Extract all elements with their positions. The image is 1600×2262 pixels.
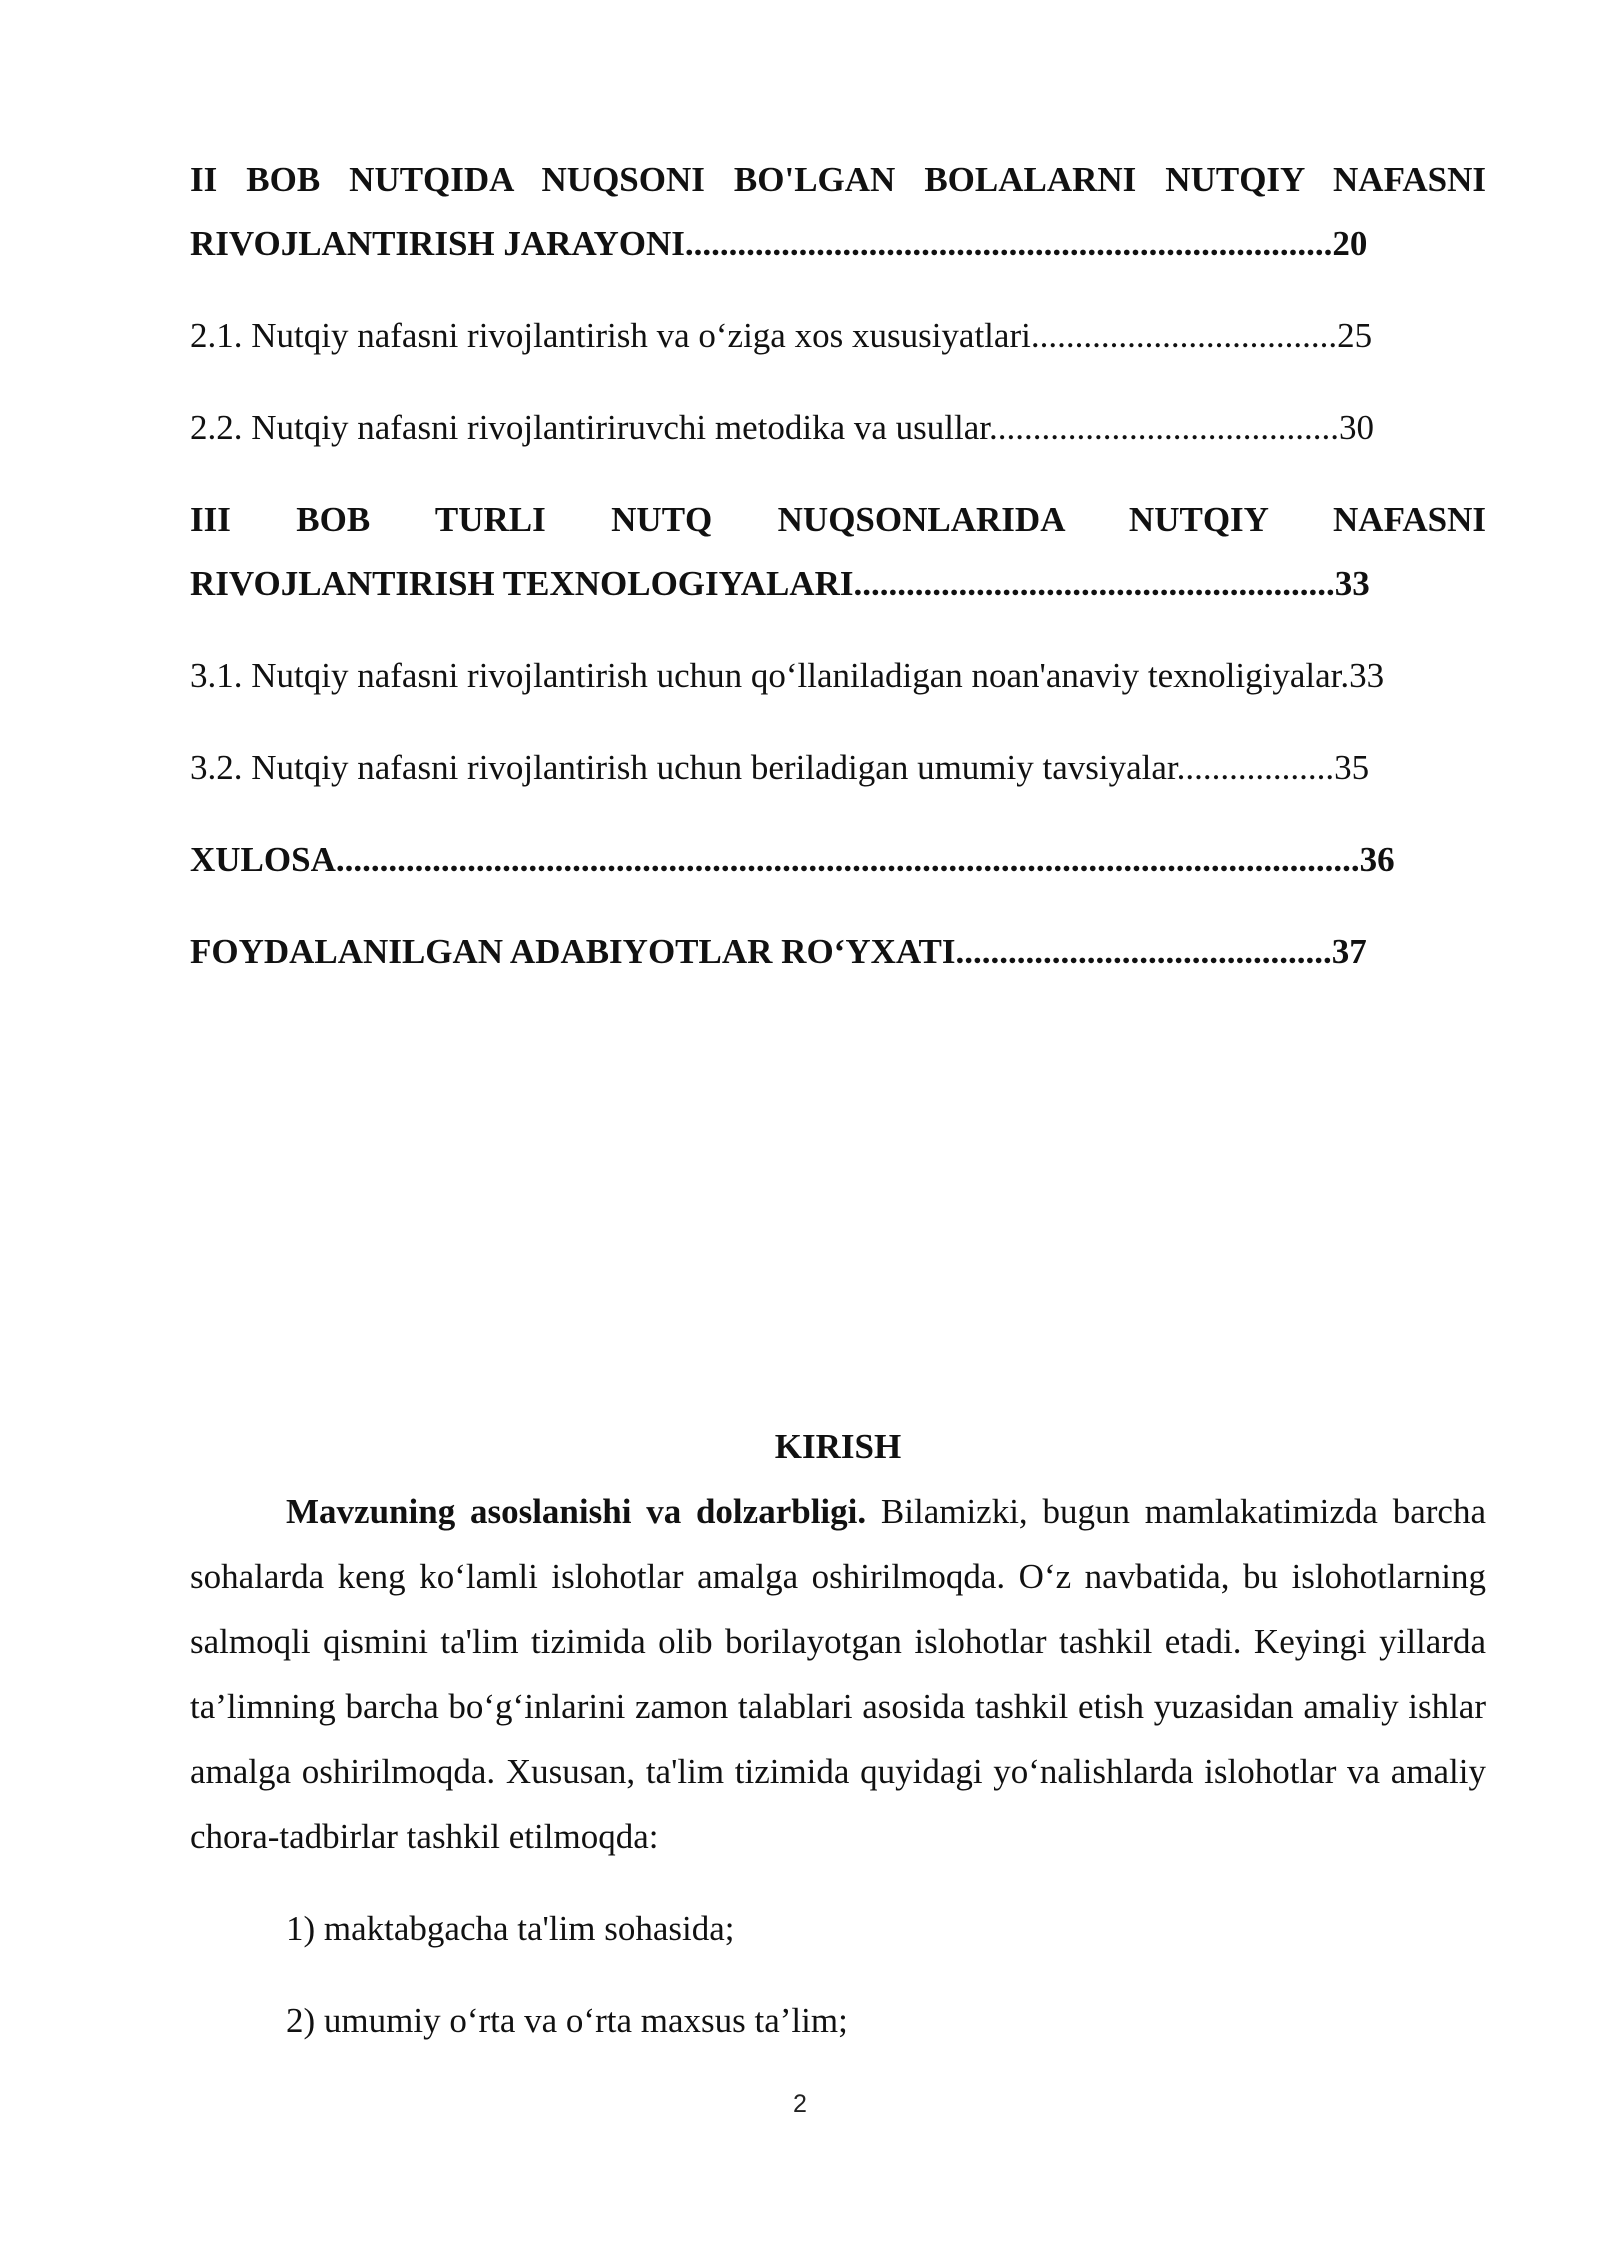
toc-chapter-3-title: III BOB TURLI NUTQ NUQSONLARIDA NUTQIY NAFASNI — [190, 500, 1486, 539]
toc-chapter-3-title-continued: RIVOJLANTIRISH TEXNOLOGIYALARI.......................................................33 — [190, 564, 1370, 603]
list-item: 2) umumiy o‘rta va o‘rta maxsus ta’lim; — [286, 2001, 848, 2040]
toc-chapter-2-title: II BOB NUTQIDA NUQSONI BO'LGAN BOLALARNI NUTQIY NAFASNI — [190, 160, 1486, 199]
table-of-contents — [190, 148, 1486, 984]
introduction-section — [190, 1415, 1486, 2053]
toc-section-2-2: 2.2. Nutqiy nafasni rivojlantiriruvchi metodika va usullar........................................30 — [190, 408, 1375, 447]
toc-section-3-2: 3.2. Nutqiy nafasni rivojlantirish uchun beriladigan umumiy tavsiyalar..................35 — [190, 748, 1370, 787]
introduction-lead: Mavzuning asoslanishi va dolzarbligi. — [286, 1492, 867, 1531]
toc-conclusion: XULOSA.....................................................................................................................36 — [190, 840, 1395, 879]
toc-chapter-2-title-continued: RIVOJLANTIRISH JARAYONI..........................................................................20 — [190, 224, 1368, 263]
toc-references: FOYDALANILGAN ADABIYOTLAR RO‘YXATI...........................................37 — [190, 932, 1367, 971]
introduction-paragraph — [190, 1479, 1486, 1869]
toc-section-3-1: 3.1. Nutqiy nafasni rivojlantirish uchun qo‘llaniladigan noan'anaviy texnoligiyalar.33 — [190, 656, 1385, 695]
toc-section-2-1: 2.1. Nutqiy nafasni rivojlantirish va o‘ziga xos xususiyatlari...................................25 — [190, 316, 1373, 355]
page-number: 2 — [793, 2090, 807, 2118]
list-item: 1) maktabgacha ta'lim sohasida; — [286, 1909, 735, 1948]
introduction-text: Bilamizki, bugun mamlakatimizda barcha sohalarda keng ko‘lamli islohotlar amalga oshirilmoqda. O‘z navbatida, bu islohotlarning salmoqli qismini ta'lim tizimida olib borilayotgan islohotlar tashkil etadi. Keyingi yillarda ta’limning barcha bo‘g‘inlarini zamon talablari asosida tashkil etish yuzasidan amaliy ishlar amalga oshirilmoqda. Xususan, ta'lim tizimida quyidagi yo‘nalishlarda islohotlar va amaliy chora-tadbirlar tashkil etilmoqda: — [190, 1492, 1486, 1856]
introduction-heading: KIRISH — [774, 1427, 902, 1466]
